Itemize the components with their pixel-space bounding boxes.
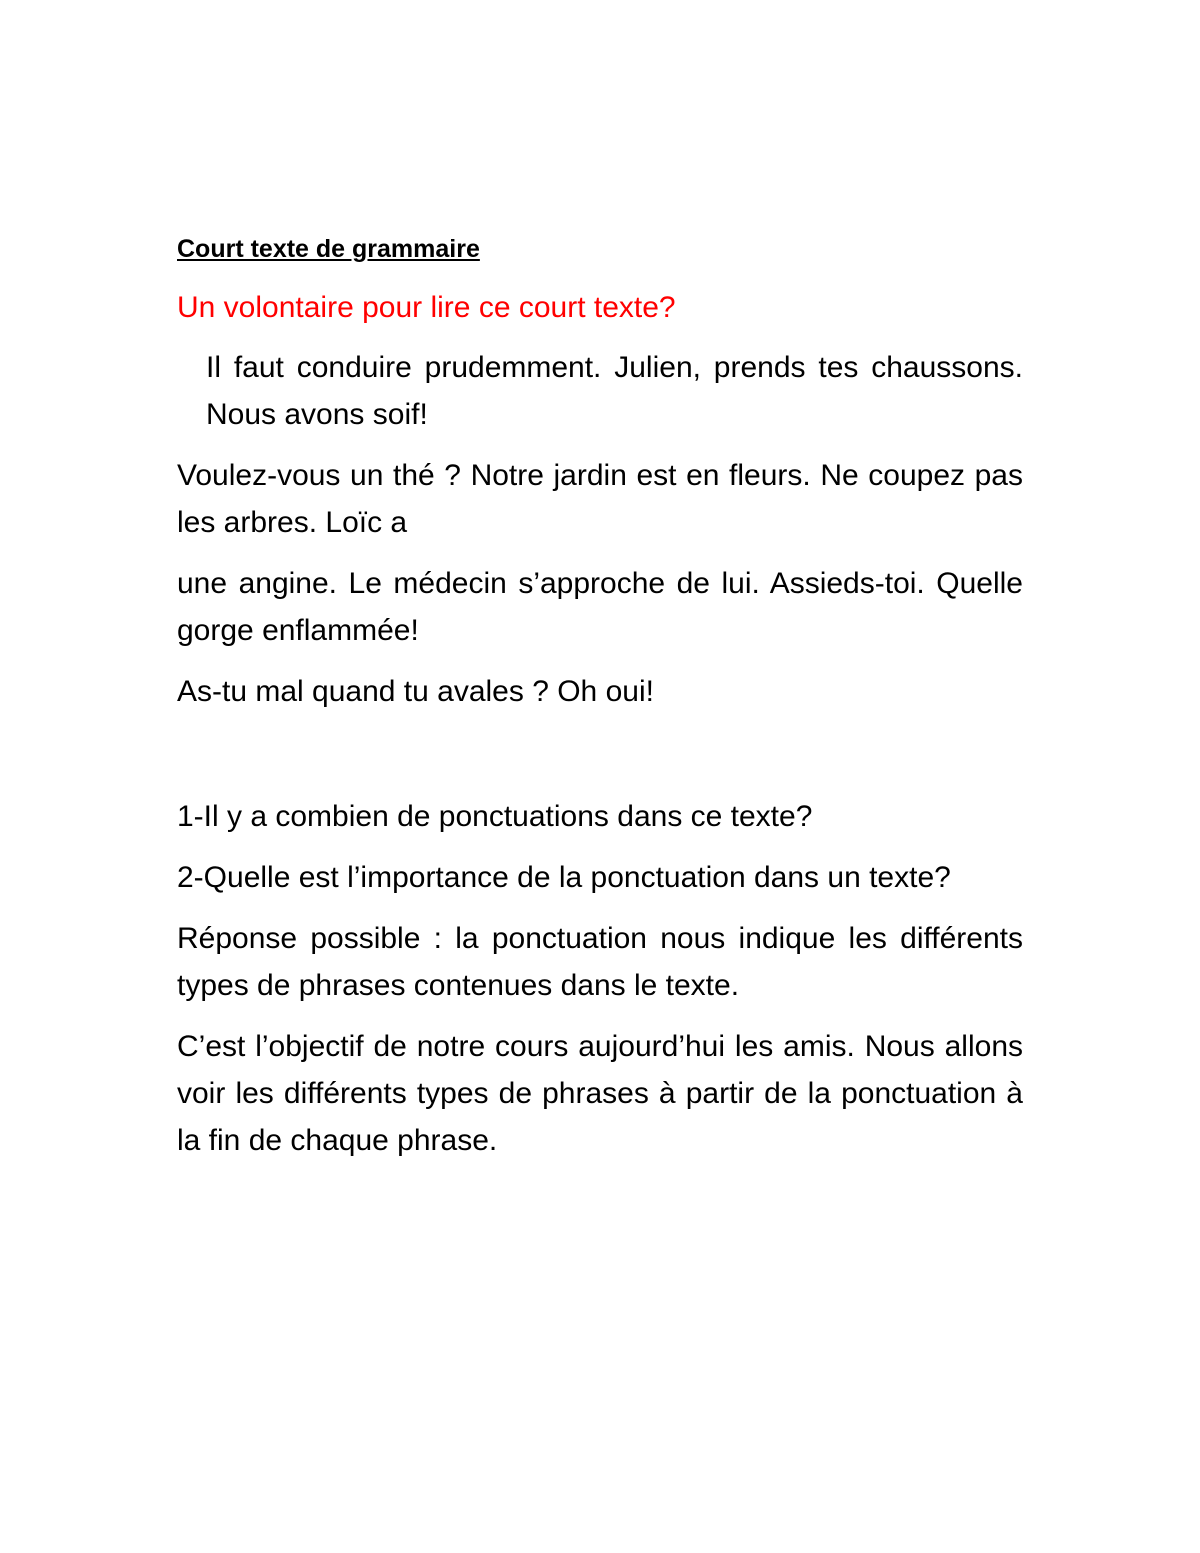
text-paragraph-3: une angine. Le médecin s’approche de lui. Assieds-toi. Quelle gorge enflammée! <box>177 567 1023 647</box>
spacer <box>177 729 1023 793</box>
conclusion-paragraph: C’est l’objectif de notre cours aujourd’hui les amis. Nous allons voir les différents types de phrases à partir de la ponctuation à la fin de chaque phrase. <box>177 1030 1023 1157</box>
text-paragraph-4: As-tu mal quand tu avales ? Oh oui! <box>177 675 654 708</box>
reading-prompt: Un volontaire pour lire ce court texte? <box>177 291 676 324</box>
text-paragraph-2: Voulez-vous un thé ? Notre jardin est en fleurs. Ne coupez pas les arbres. Loïc a <box>177 459 1023 539</box>
document-page <box>177 232 1023 1178</box>
answer-paragraph: Réponse possible : la ponctuation nous indique les différents types de phrases contenues dans le texte. <box>177 922 1023 1002</box>
question-2: 2-Quelle est l’importance de la ponctuation dans un texte? <box>177 861 951 894</box>
question-1: 1-Il y a combien de ponctuations dans ce texte? <box>177 800 813 833</box>
text-paragraph-1: Il faut conduire prudemment. Julien, prends tes chaussons. Nous avons soif! <box>206 351 1023 431</box>
document-title: Court texte de grammaire <box>177 235 480 263</box>
